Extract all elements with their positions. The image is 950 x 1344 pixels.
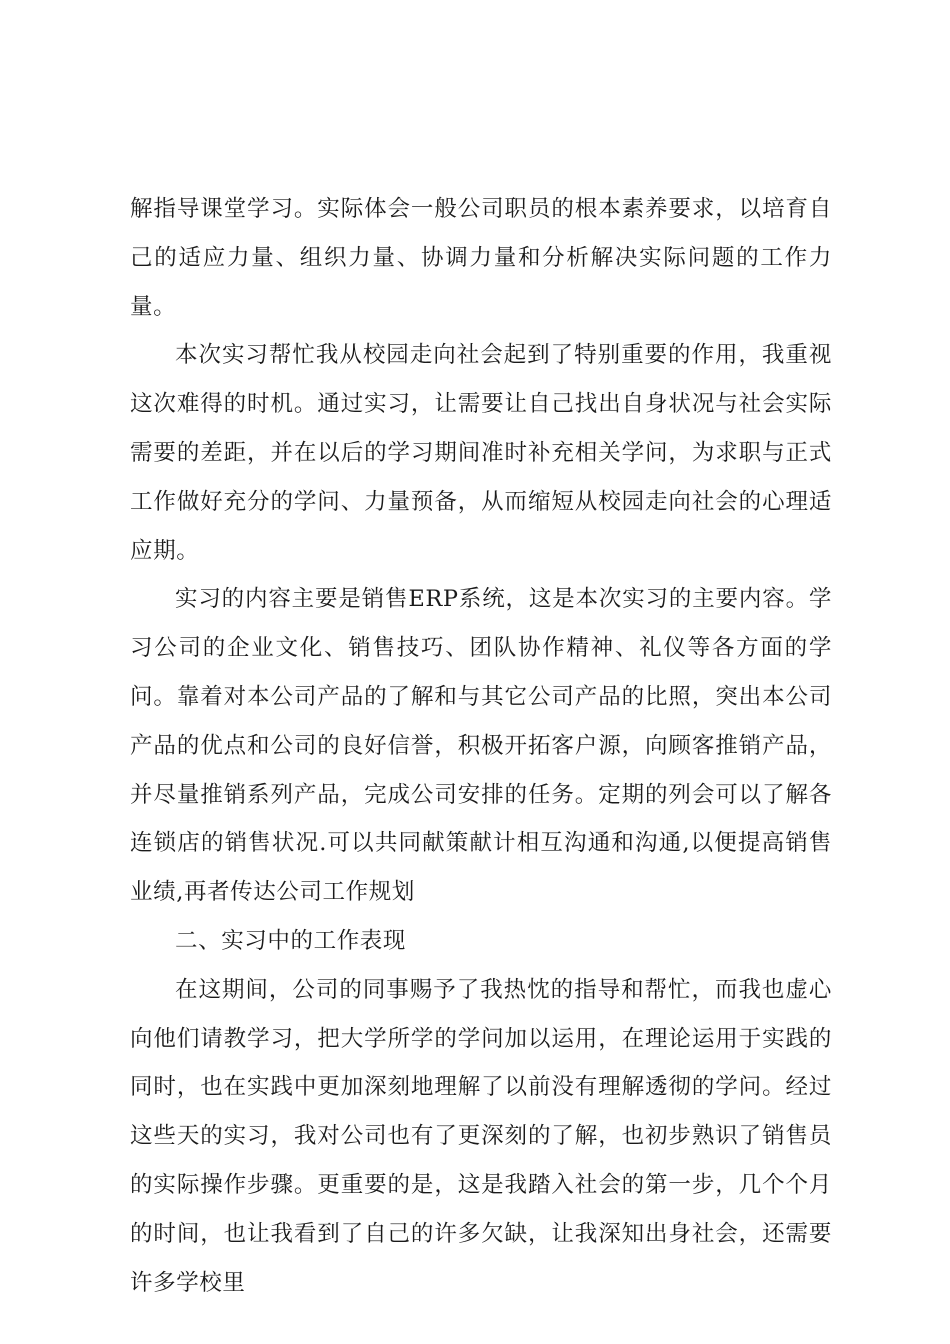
- paragraph-work-performance: 在这期间，公司的同事赐予了我热忱的指导和帮忙，而我也虚心向他们请教学习，把大学所学的学问加以运用，在理论运用于实践的同时，也在实践中更加深刻地理解了以前没有理解透彻的学问。经过这些天的实习，我对公司也有了更深刻的了解，也初步熟识了销售员的实际操作步骤。更重要的是，这是我踏入社会的第一步，几个个月的时间，也让我看到了自己的许多欠缺，让我深知出身社会，还需要许多学校里: [130, 976, 832, 1296]
- section-heading: 二、实习中的工作表现: [175, 927, 407, 954]
- paragraph-continuation: 解指导课堂学习。实际体会一般公司职员的根本素养要求，以培育自己的适应力量、组织力量、协调力量和分析解决实际问题的工作力量。: [130, 196, 832, 320]
- paragraph-internship-role: 本次实习帮忙我从校园走向社会起到了特别重要的作用，我重视这次难得的时机。通过实习，让需要让自己找出自身状况与社会实际需要的差距，并在以后的学习期间准时补充相关学问，为求职与正式工作做好充分的学问、力量预备，从而缩短从校园走向社会的心理适应期。: [130, 342, 832, 564]
- document-body: [130, 185, 832, 1307]
- paragraph-internship-content: 实习的内容主要是销售ERP系统，这是本次实习的主要内容。学习公司的企业文化、销售技巧、团队协作精神、礼仪等各方面的学问。靠着对本公司产品的了解和与其它公司产品的比照，突出本公司产品的优点和公司的良好信誉，积极开拓客户源，向顾客推销产品，并尽量推销系列产品，完成公司安排的任务。定期的列会可以了解各连锁店的销售状况.可以共同献策献计相互沟通和沟通,以便提高销售业绩,再者传达公司工作规划: [130, 586, 832, 906]
